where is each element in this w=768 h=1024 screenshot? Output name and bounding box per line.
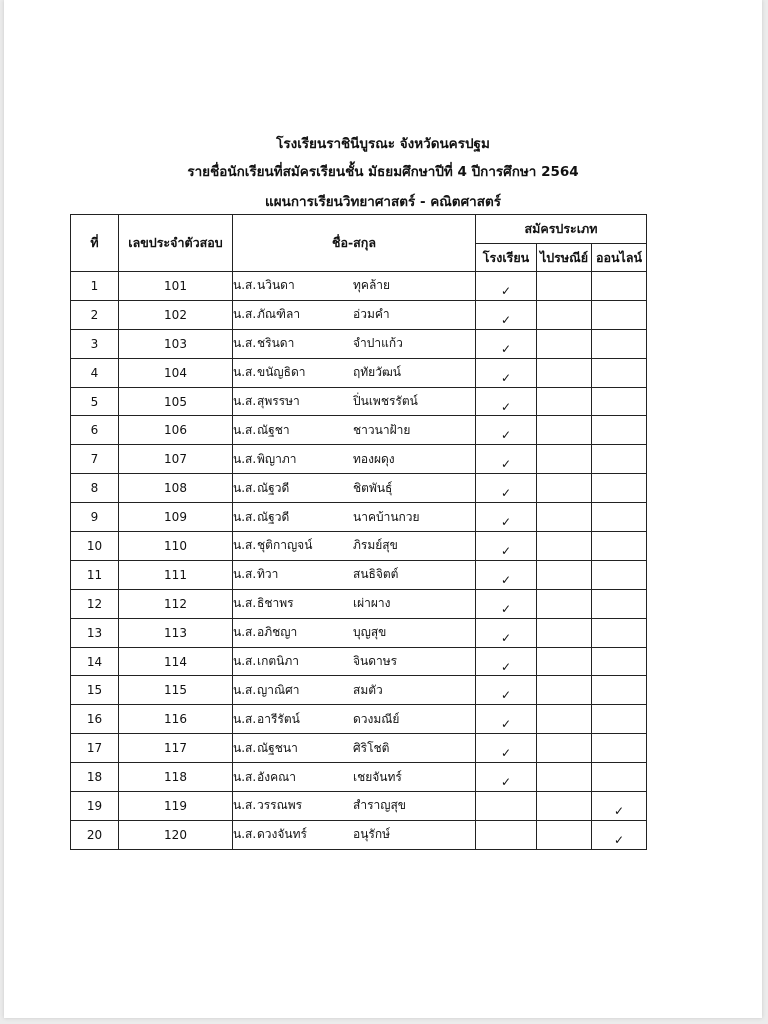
name-prefix: น.ส.	[233, 827, 257, 842]
table-row	[71, 734, 647, 763]
last-name: ฤทัยวัฒน์	[353, 365, 401, 380]
table-row	[71, 272, 647, 301]
header-apply-type: สมัครประเภท	[476, 215, 647, 244]
apply-school-cell	[476, 300, 537, 329]
apply-school-cell	[476, 387, 537, 416]
exam-id-cell: 106	[119, 416, 233, 445]
name-prefix: น.ส.	[233, 654, 257, 669]
row-number: 14	[71, 647, 119, 676]
name-prefix: น.ส.	[233, 451, 257, 466]
check-mark-icon: ✓	[500, 746, 512, 761]
exam-id-cell: 107	[119, 445, 233, 474]
student-name-cell	[233, 445, 476, 474]
student-name-cell	[233, 329, 476, 358]
exam-id-cell: 119	[119, 792, 233, 821]
check-mark-icon: ✓	[500, 486, 512, 501]
apply-school-cell	[476, 532, 537, 561]
exam-id-cell: 116	[119, 705, 233, 734]
check-mark-icon: ✓	[500, 659, 512, 674]
last-name: ภิรมย์สุข	[353, 538, 398, 553]
apply-post-cell	[537, 272, 592, 301]
apply-online-cell	[592, 618, 647, 647]
student-name-cell	[233, 647, 476, 676]
last-name: ชิตพันธุ์	[353, 480, 393, 495]
apply-post-cell	[537, 618, 592, 647]
check-mark-icon: ✓	[613, 832, 625, 847]
first-name: ภัณฑิลา	[257, 307, 301, 322]
exam-id-cell: 109	[119, 503, 233, 532]
row-number: 16	[71, 705, 119, 734]
check-mark-icon: ✓	[500, 341, 512, 356]
table-row	[71, 503, 647, 532]
row-number: 4	[71, 358, 119, 387]
row-number: 18	[71, 763, 119, 792]
apply-school-cell	[476, 272, 537, 301]
student-name-cell	[233, 820, 476, 849]
name-prefix: น.ส.	[233, 711, 257, 726]
first-name: อังคณา	[257, 769, 296, 784]
student-name-cell	[233, 618, 476, 647]
check-mark-icon: ✓	[500, 717, 512, 732]
apply-school-cell	[476, 445, 537, 474]
row-number: 2	[71, 300, 119, 329]
apply-online-cell	[592, 734, 647, 763]
check-mark-icon: ✓	[500, 283, 512, 298]
name-prefix: น.ส.	[233, 509, 257, 524]
apply-post-cell	[537, 589, 592, 618]
check-mark-icon: ✓	[500, 312, 512, 327]
row-number: 19	[71, 792, 119, 821]
apply-post-cell	[537, 329, 592, 358]
apply-online-cell	[592, 532, 647, 561]
roster-body	[71, 272, 647, 850]
name-prefix: น.ส.	[233, 480, 257, 495]
name-prefix: น.ส.	[233, 740, 257, 755]
row-number: 17	[71, 734, 119, 763]
student-name-cell	[233, 560, 476, 589]
apply-school-cell	[476, 618, 537, 647]
table-row	[71, 329, 647, 358]
name-prefix: น.ส.	[233, 798, 257, 813]
first-name: ธิชาพร	[257, 596, 294, 611]
apply-online-cell	[592, 503, 647, 532]
school-title: โรงเรียนราชินีบูรณะ จังหวัดนครปฐม	[276, 136, 490, 152]
name-prefix: น.ส.	[233, 278, 257, 293]
apply-school-cell	[476, 792, 537, 821]
student-name-cell	[233, 272, 476, 301]
student-name-cell	[233, 474, 476, 503]
last-name: นาคบ้านกวย	[353, 509, 420, 524]
row-number: 3	[71, 329, 119, 358]
first-name: เกตนิภา	[257, 654, 300, 669]
first-name: ขนัญธิดา	[257, 365, 306, 380]
apply-online-cell	[592, 387, 647, 416]
exam-id-cell: 101	[119, 272, 233, 301]
check-mark-icon: ✓	[500, 630, 512, 645]
header-exam-id: เลขประจำตัวสอบ	[119, 215, 233, 272]
row-number: 12	[71, 589, 119, 618]
apply-online-cell	[592, 445, 647, 474]
last-name: จินดาษร	[353, 654, 398, 669]
apply-post-cell	[537, 560, 592, 589]
apply-school-cell	[476, 416, 537, 445]
first-name: สุพรรษา	[257, 394, 300, 408]
apply-post-cell	[537, 445, 592, 474]
student-name-cell	[233, 763, 476, 792]
apply-online-cell	[592, 560, 647, 589]
last-name: สมตัว	[353, 682, 383, 697]
name-prefix: น.ส.	[233, 394, 257, 408]
exam-id-cell: 103	[119, 329, 233, 358]
check-mark-icon: ✓	[500, 515, 512, 530]
row-number: 9	[71, 503, 119, 532]
apply-online-cell	[592, 416, 647, 445]
first-name: ณัฐชนา	[257, 740, 298, 755]
exam-id-cell: 112	[119, 589, 233, 618]
name-prefix: น.ส.	[233, 596, 257, 611]
check-mark-icon: ✓	[500, 601, 512, 616]
last-name: ปิ่นเพชรรัตน์	[353, 394, 418, 408]
row-number: 20	[71, 820, 119, 849]
last-name: อนุรักษ์	[353, 827, 391, 842]
apply-post-cell	[537, 820, 592, 849]
name-prefix: น.ส.	[233, 422, 257, 437]
table-row	[71, 445, 647, 474]
exam-id-cell: 104	[119, 358, 233, 387]
first-name: วรรณพร	[257, 798, 303, 813]
first-name: นวินดา	[257, 278, 295, 293]
apply-post-cell	[537, 416, 592, 445]
first-name: ชุติกาญจน์	[257, 538, 313, 553]
document-page	[4, 0, 762, 1018]
apply-online-cell	[592, 763, 647, 792]
header-online: ออนไลน์	[592, 244, 647, 272]
apply-post-cell	[537, 474, 592, 503]
apply-school-cell	[476, 705, 537, 734]
last-name: บุญสุข	[353, 625, 387, 640]
student-name-cell	[233, 358, 476, 387]
row-number: 1	[71, 272, 119, 301]
last-name: อ่วมคำ	[353, 307, 390, 322]
row-number: 8	[71, 474, 119, 503]
last-name: สนธิจิตต์	[353, 567, 399, 582]
apply-school-cell	[476, 358, 537, 387]
table-row	[71, 300, 647, 329]
check-mark-icon: ✓	[613, 803, 625, 818]
apply-school-cell	[476, 820, 537, 849]
row-number: 5	[71, 387, 119, 416]
apply-post-cell	[537, 358, 592, 387]
header-school: โรงเรียน	[476, 244, 537, 272]
apply-post-cell	[537, 734, 592, 763]
last-name: ชาวนาฝ้าย	[353, 422, 411, 437]
student-name-cell	[233, 676, 476, 705]
apply-online-cell	[592, 329, 647, 358]
student-name-cell	[233, 705, 476, 734]
row-number: 15	[71, 676, 119, 705]
student-name-cell	[233, 300, 476, 329]
student-name-cell	[233, 503, 476, 532]
table-row	[71, 416, 647, 445]
first-name: ญาณิศา	[257, 682, 300, 697]
name-prefix: น.ส.	[233, 769, 257, 784]
first-name: ดวงจันทร์	[257, 827, 307, 842]
apply-online-cell	[592, 358, 647, 387]
exam-id-cell: 113	[119, 618, 233, 647]
student-name-cell	[233, 734, 476, 763]
check-mark-icon: ✓	[500, 399, 512, 414]
table-row	[71, 387, 647, 416]
apply-post-cell	[537, 705, 592, 734]
apply-online-cell	[592, 647, 647, 676]
table-row	[71, 358, 647, 387]
last-name: จำปาแก้ว	[353, 336, 403, 351]
last-name: ทองผดุง	[353, 451, 395, 466]
exam-id-cell: 115	[119, 676, 233, 705]
student-name-cell	[233, 416, 476, 445]
first-name: ณัฐชา	[257, 422, 290, 437]
apply-school-cell	[476, 560, 537, 589]
last-name: เผ่าผาง	[353, 596, 391, 611]
apply-online-cell	[592, 474, 647, 503]
apply-online-cell	[592, 300, 647, 329]
exam-id-cell: 117	[119, 734, 233, 763]
apply-online-cell	[592, 705, 647, 734]
exam-id-cell: 110	[119, 532, 233, 561]
apply-post-cell	[537, 792, 592, 821]
student-name-cell	[233, 387, 476, 416]
header-no: ที่	[71, 215, 119, 272]
row-number: 13	[71, 618, 119, 647]
apply-post-cell	[537, 387, 592, 416]
exam-id-cell: 120	[119, 820, 233, 849]
exam-id-cell: 102	[119, 300, 233, 329]
last-name: เชยจันทร์	[353, 769, 402, 784]
program-title: แผนการเรียนวิทยาศาสตร์ - คณิตศาสตร์	[265, 194, 501, 210]
first-name: พิญาภา	[257, 451, 297, 466]
student-name-cell	[233, 792, 476, 821]
first-name: ณัฐวดี	[257, 480, 290, 495]
check-mark-icon: ✓	[500, 370, 512, 385]
name-prefix: น.ส.	[233, 538, 257, 553]
exam-id-cell: 114	[119, 647, 233, 676]
apply-school-cell	[476, 503, 537, 532]
table-row	[71, 560, 647, 589]
apply-school-cell	[476, 676, 537, 705]
last-name: สำราญสุข	[353, 798, 406, 813]
last-name: ทุคล้าย	[353, 278, 391, 293]
apply-post-cell	[537, 532, 592, 561]
table-row	[71, 589, 647, 618]
check-mark-icon: ✓	[500, 775, 512, 790]
check-mark-icon: ✓	[500, 572, 512, 587]
name-prefix: น.ส.	[233, 625, 257, 640]
table-row	[71, 647, 647, 676]
check-mark-icon: ✓	[500, 688, 512, 703]
student-name-cell	[233, 589, 476, 618]
student-roster-table	[70, 214, 647, 850]
apply-online-cell	[592, 792, 647, 821]
first-name: ชรินดา	[257, 336, 295, 351]
table-row	[71, 763, 647, 792]
row-number: 7	[71, 445, 119, 474]
check-mark-icon: ✓	[500, 543, 512, 558]
apply-school-cell	[476, 589, 537, 618]
name-prefix: น.ส.	[233, 682, 257, 697]
apply-post-cell	[537, 763, 592, 792]
apply-online-cell	[592, 272, 647, 301]
first-name: อภิชญา	[257, 625, 298, 640]
name-prefix: น.ส.	[233, 567, 257, 582]
table-row	[71, 676, 647, 705]
apply-school-cell	[476, 647, 537, 676]
row-number: 10	[71, 532, 119, 561]
apply-online-cell	[592, 676, 647, 705]
row-number: 6	[71, 416, 119, 445]
table-row	[71, 618, 647, 647]
apply-post-cell	[537, 676, 592, 705]
first-name: อารีรัตน์	[257, 711, 300, 726]
table-row	[71, 474, 647, 503]
header-name: ชื่อ-สกุล	[233, 215, 476, 272]
apply-post-cell	[537, 647, 592, 676]
table-row	[71, 820, 647, 849]
name-prefix: น.ส.	[233, 336, 257, 351]
exam-id-cell: 111	[119, 560, 233, 589]
apply-school-cell	[476, 734, 537, 763]
apply-post-cell	[537, 300, 592, 329]
apply-school-cell	[476, 763, 537, 792]
table-row	[71, 792, 647, 821]
first-name: ทิวา	[257, 567, 279, 582]
apply-online-cell	[592, 820, 647, 849]
header-post: ไปรษณีย์	[537, 244, 592, 272]
exam-id-cell: 105	[119, 387, 233, 416]
exam-id-cell: 108	[119, 474, 233, 503]
name-prefix: น.ส.	[233, 307, 257, 322]
apply-school-cell	[476, 474, 537, 503]
first-name: ณัฐวดี	[257, 509, 290, 524]
last-name: ศิริโชติ	[353, 740, 390, 755]
table-row	[71, 532, 647, 561]
exam-id-cell: 118	[119, 763, 233, 792]
apply-school-cell	[476, 329, 537, 358]
document-subtitle: รายชื่อนักเรียนที่สมัครเรียนชั้น มัธยมศึกษาปีที่ 4 ปีการศึกษา 2564	[187, 164, 579, 180]
apply-online-cell	[592, 589, 647, 618]
table-row	[71, 705, 647, 734]
name-prefix: น.ส.	[233, 365, 257, 380]
row-number: 11	[71, 560, 119, 589]
last-name: ดวงมณีย์	[353, 711, 400, 726]
student-name-cell	[233, 532, 476, 561]
check-mark-icon: ✓	[500, 457, 512, 472]
check-mark-icon: ✓	[500, 428, 512, 443]
apply-post-cell	[537, 503, 592, 532]
